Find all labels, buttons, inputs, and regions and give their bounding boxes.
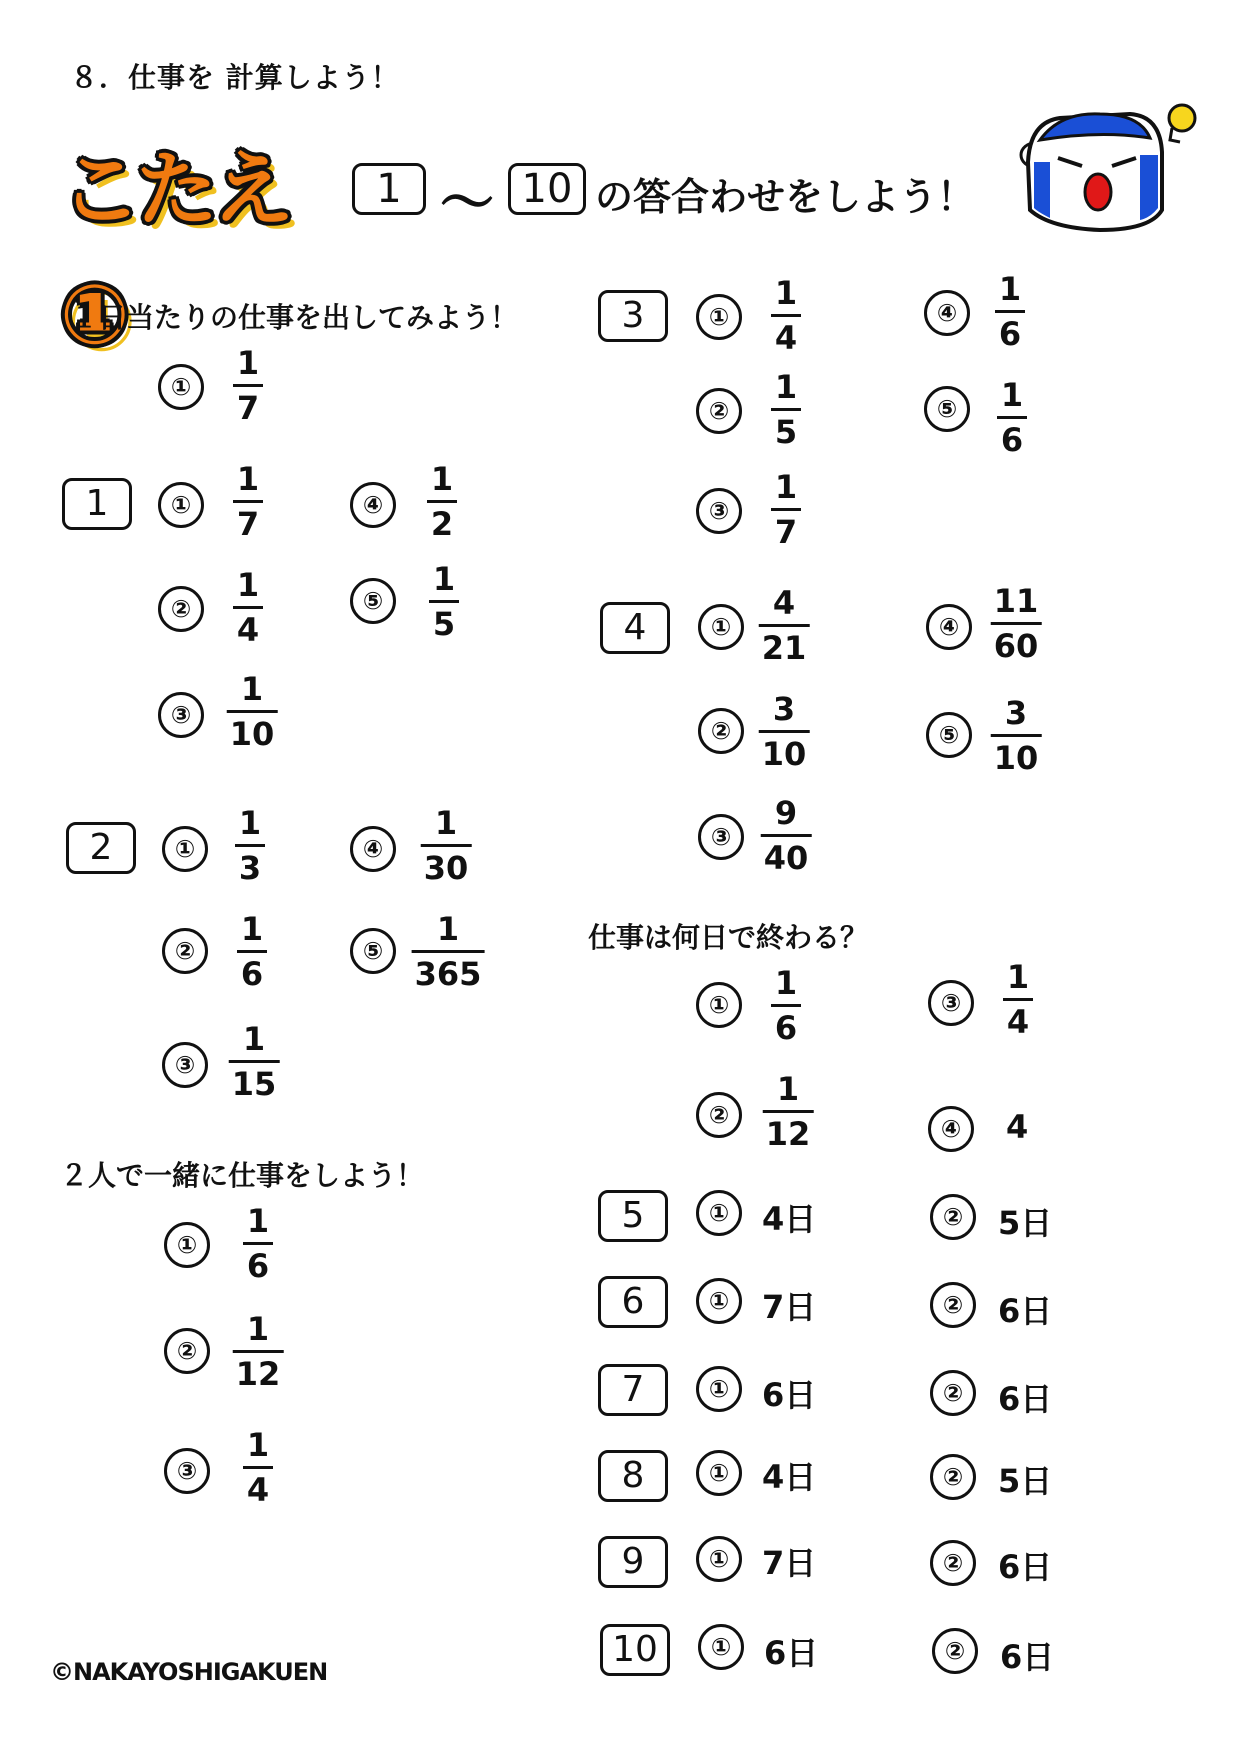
mascot-stripe-right bbox=[1140, 155, 1158, 220]
lightbulb-icon bbox=[1169, 105, 1195, 131]
mascot-mouth bbox=[1085, 174, 1111, 210]
mascot-stripe-left bbox=[1034, 162, 1050, 218]
numerator: 1 bbox=[238, 804, 262, 842]
denominator: 7 bbox=[236, 389, 260, 427]
problem-number-box: 8 bbox=[598, 1450, 668, 1502]
numerator: 1 bbox=[774, 964, 798, 1002]
answer-fraction bbox=[412, 910, 485, 993]
answer-fraction bbox=[1003, 958, 1033, 1041]
answer-number: ② bbox=[930, 1454, 976, 1500]
denominator: 10 bbox=[993, 739, 1039, 777]
numerator: 1 bbox=[240, 670, 264, 708]
answer-fraction bbox=[233, 460, 263, 543]
denominator: 30 bbox=[423, 849, 469, 887]
answer-number: ③ bbox=[928, 980, 974, 1026]
answer-number: ② bbox=[158, 586, 204, 632]
numerator: 1 bbox=[1006, 958, 1030, 996]
answer-fraction bbox=[771, 274, 801, 357]
answer-number: ② bbox=[698, 708, 744, 754]
denominator: 6 bbox=[246, 1247, 270, 1285]
answer-fraction bbox=[761, 794, 812, 877]
numerator: 1 bbox=[240, 910, 264, 948]
numerator: 1 bbox=[246, 1310, 270, 1348]
answer-number: ① bbox=[158, 482, 204, 528]
answer-number: ① bbox=[696, 1278, 742, 1324]
answer-fraction bbox=[771, 368, 801, 451]
answer-number: ④ bbox=[924, 290, 970, 336]
answer-number: ① bbox=[698, 1624, 744, 1670]
denominator: 15 bbox=[231, 1065, 277, 1103]
answer-fraction bbox=[427, 460, 457, 543]
answer-fraction bbox=[229, 1020, 280, 1103]
problem-number-box: 5 bbox=[598, 1190, 668, 1242]
page-title: の答合わせをしよう！ bbox=[595, 175, 976, 219]
answer-fraction bbox=[243, 1426, 273, 1509]
answer-number: ① bbox=[164, 1222, 210, 1268]
answer-days: 4日 bbox=[762, 1200, 817, 1238]
numerator: 1 bbox=[236, 566, 260, 604]
denominator: 365 bbox=[414, 955, 482, 993]
denominator: 6 bbox=[240, 955, 264, 993]
answer-fraction bbox=[233, 566, 263, 649]
problem-number-box: 7 bbox=[598, 1364, 668, 1416]
answer-days: 6日 bbox=[998, 1380, 1053, 1418]
answer-number: ③ bbox=[698, 814, 744, 860]
answer-days: 4日 bbox=[762, 1458, 817, 1496]
numerator: 1 bbox=[430, 460, 454, 498]
answer-number: ④ bbox=[350, 826, 396, 872]
answer-number: ① bbox=[696, 1536, 742, 1582]
answer-number: ① bbox=[696, 1190, 742, 1236]
denominator: 6 bbox=[1000, 421, 1024, 459]
numerator: 11 bbox=[993, 582, 1039, 620]
answer-number: ④ bbox=[926, 604, 972, 650]
denominator: 4 bbox=[774, 319, 798, 357]
problem-number-box: 9 bbox=[598, 1536, 668, 1588]
denominator: 21 bbox=[761, 629, 807, 667]
problem-number-box: 1 bbox=[62, 478, 132, 530]
numerator: 1 bbox=[236, 460, 260, 498]
numerator: 1 bbox=[246, 1202, 270, 1240]
answer-number: ① bbox=[696, 982, 742, 1028]
numerator: 3 bbox=[772, 690, 796, 728]
answer-fraction bbox=[771, 468, 801, 551]
answer-number: ⑤ bbox=[350, 578, 396, 624]
section-heading-days: 仕事は何日で終わる？ bbox=[588, 921, 869, 954]
problem-number-box: 6 bbox=[598, 1276, 668, 1328]
answer-number: ③ bbox=[162, 1042, 208, 1088]
answer-number: ② bbox=[930, 1540, 976, 1586]
title-box-end: 10 bbox=[508, 163, 586, 215]
denominator: 5 bbox=[774, 413, 798, 451]
denominator: 6 bbox=[774, 1009, 798, 1047]
answer-days: 6日 bbox=[1000, 1638, 1055, 1676]
answer-fraction bbox=[991, 582, 1042, 665]
answer-number: ① bbox=[162, 826, 208, 872]
answer-number: ① bbox=[696, 294, 742, 340]
numerator: 1 bbox=[436, 910, 460, 948]
denominator: 2 bbox=[430, 505, 454, 543]
answer-days: 6日 bbox=[998, 1548, 1053, 1586]
answer-number: ③ bbox=[158, 692, 204, 738]
problem-number-box: 2 bbox=[66, 822, 136, 874]
answer-number: ⑤ bbox=[350, 928, 396, 974]
answer-number: ① bbox=[696, 1366, 742, 1412]
copyright: ©NAKAYOSHIGAKUEN bbox=[50, 1658, 328, 1686]
numerator: 1 bbox=[246, 1426, 270, 1464]
denominator: 3 bbox=[238, 849, 262, 887]
page-header: ８．仕事を 計算しよう！ bbox=[70, 61, 400, 94]
answer-days: 7日 bbox=[762, 1288, 817, 1326]
title-box-start: 1 bbox=[352, 163, 426, 215]
answer-fraction bbox=[759, 584, 810, 667]
answer-number: ④ bbox=[350, 482, 396, 528]
problem-number-box: 10 bbox=[600, 1624, 670, 1676]
answer-days: 7日 bbox=[762, 1544, 817, 1582]
denominator: 4 bbox=[246, 1471, 270, 1509]
denominator: 60 bbox=[993, 627, 1039, 665]
section-heading-together: ２人で一緒に仕事をしよう！ bbox=[60, 1159, 425, 1192]
denominator: 10 bbox=[761, 735, 807, 773]
numerator: 1 bbox=[434, 804, 458, 842]
numerator: 1 bbox=[998, 270, 1022, 308]
answer-days: 5日 bbox=[998, 1204, 1053, 1242]
answer-days: 6日 bbox=[998, 1292, 1053, 1330]
answer-number: ② bbox=[696, 1092, 742, 1138]
logo-text: こたえ① bbox=[60, 143, 289, 363]
denominator: 40 bbox=[763, 839, 809, 877]
numerator: 1 bbox=[1000, 376, 1024, 414]
answer-number: ④ bbox=[928, 1106, 974, 1152]
answer-number: ② bbox=[930, 1282, 976, 1328]
numerator: 1 bbox=[774, 274, 798, 312]
mascot-illustration bbox=[1000, 100, 1200, 240]
numerator: 1 bbox=[242, 1020, 266, 1058]
answer-number: ③ bbox=[164, 1448, 210, 1494]
answer-days: 6日 bbox=[762, 1376, 817, 1414]
answer-fraction bbox=[771, 964, 801, 1047]
denominator: 5 bbox=[432, 605, 456, 643]
denominator: 4 bbox=[1006, 1003, 1030, 1041]
answer-number: ⑤ bbox=[926, 712, 972, 758]
denominator: 10 bbox=[229, 715, 275, 753]
denominator: 7 bbox=[236, 505, 260, 543]
numerator: 3 bbox=[1004, 694, 1028, 732]
answer-fraction bbox=[763, 1070, 814, 1153]
answer-number: ① bbox=[696, 1450, 742, 1496]
denominator: 12 bbox=[765, 1115, 811, 1153]
answer-number: ② bbox=[930, 1194, 976, 1240]
answer-fraction bbox=[997, 376, 1027, 459]
problem-number-box: 4 bbox=[600, 602, 670, 654]
answer-number: ① bbox=[158, 364, 204, 410]
answer-fraction bbox=[227, 670, 278, 753]
answer-number: ② bbox=[162, 928, 208, 974]
answer-fraction bbox=[421, 804, 472, 887]
answer-fraction bbox=[233, 344, 263, 427]
answer-number: ② bbox=[696, 388, 742, 434]
section-heading-daily-work: １日当たりの仕事を出してみよう！ bbox=[70, 301, 519, 334]
answer-fraction bbox=[237, 910, 267, 993]
answer-value: 4 bbox=[1006, 1108, 1029, 1146]
denominator: 12 bbox=[235, 1355, 281, 1393]
numerator: 9 bbox=[774, 794, 798, 832]
answer-fraction bbox=[235, 804, 265, 887]
answer-fraction bbox=[429, 560, 459, 643]
answer-days: 6日 bbox=[764, 1634, 819, 1672]
answer-fraction bbox=[995, 270, 1025, 353]
answer-days: 5日 bbox=[998, 1462, 1053, 1500]
numerator: 1 bbox=[774, 468, 798, 506]
answer-number: ② bbox=[930, 1370, 976, 1416]
answer-fraction bbox=[991, 694, 1042, 777]
denominator: 6 bbox=[998, 315, 1022, 353]
answer-number: ① bbox=[698, 604, 744, 650]
title-tilde: 〜 bbox=[440, 171, 494, 234]
answer-fraction bbox=[759, 690, 810, 773]
answer-number: ③ bbox=[696, 488, 742, 534]
denominator: 4 bbox=[236, 611, 260, 649]
answer-number: ⑤ bbox=[924, 386, 970, 432]
answer-number: ② bbox=[932, 1628, 978, 1674]
answer-number: ② bbox=[164, 1328, 210, 1374]
answer-fraction bbox=[233, 1310, 284, 1393]
denominator: 7 bbox=[774, 513, 798, 551]
numerator: 1 bbox=[774, 368, 798, 406]
numerator: 1 bbox=[776, 1070, 800, 1108]
answer-fraction bbox=[243, 1202, 273, 1285]
numerator: 1 bbox=[236, 344, 260, 382]
numerator: 1 bbox=[432, 560, 456, 598]
problem-number-box: 3 bbox=[598, 290, 668, 342]
numerator: 4 bbox=[772, 584, 796, 622]
